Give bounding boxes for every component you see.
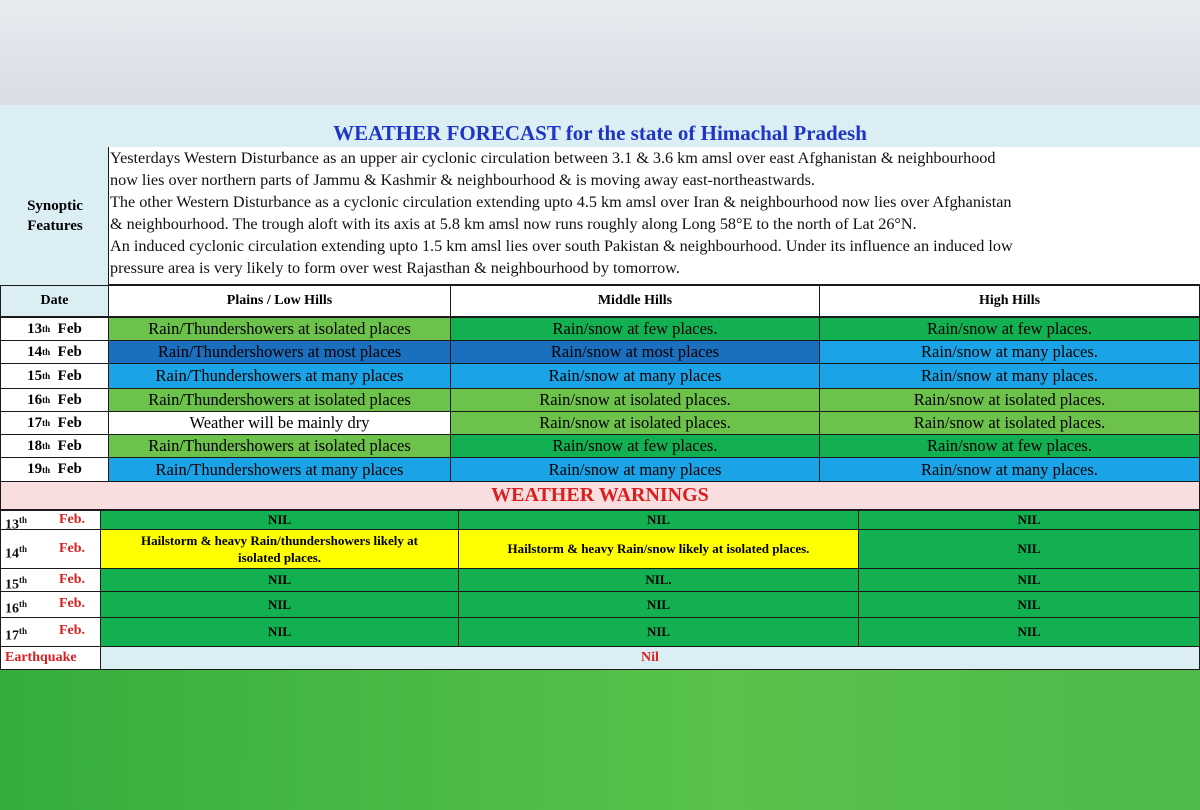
warning-date — [0, 529, 101, 569]
day: 13 — [27, 320, 43, 337]
synoptic-line: Yesterdays Western Disturbance as an upper air cyclonic circulation between 3.1 & 3.6 km amsl over east Afghanistan & neighbourhood — [110, 149, 996, 167]
synoptic-label — [0, 147, 110, 285]
warning-date — [0, 591, 101, 618]
day: 13 — [5, 517, 19, 530]
header-plains: Plains / Low Hills — [108, 285, 451, 317]
forecast-middle-cell: Rain/snow at many places — [450, 363, 820, 389]
day-suffix: th — [42, 418, 51, 428]
month: Feb — [57, 367, 82, 384]
month: Feb. — [59, 623, 86, 638]
forecast-middle-cell: Rain/snow at isolated places. — [450, 411, 820, 435]
day-suffix: th — [19, 599, 28, 609]
synoptic-line: An induced cyclonic circulation extending upto 1.5 km amsl lies over south Pakistan & neighbourhood. Under its influence an induced low — [110, 237, 1013, 255]
day: 14 — [5, 546, 19, 562]
warning-high-cell: NIL — [858, 510, 1200, 530]
warning-text-line: Hailstorm & heavy Rain/thundershowers likely at — [141, 533, 418, 548]
day: 16 — [5, 601, 19, 617]
forecast-plains-cell: Rain/Thundershowers at most places — [108, 340, 451, 364]
warning-middle-cell: NIL — [458, 591, 859, 618]
day-suffix: th — [19, 626, 28, 636]
forecast-date — [0, 411, 109, 435]
day: 15 — [5, 577, 19, 592]
day: 16 — [27, 391, 43, 408]
forecast-high-cell: Rain/snow at many places. — [819, 457, 1200, 482]
day-suffix: th — [19, 515, 28, 525]
background-top — [0, 0, 1200, 105]
earthquake-label-cell — [0, 646, 101, 670]
warning-plains-cell: NIL — [100, 591, 459, 618]
synoptic-line: The other Western Disturbance as a cyclonic circulation extending upto 4.5 km amsl over Iran & neighbourhood now lies over Afghanistan — [110, 193, 1012, 211]
day-suffix: th — [19, 575, 28, 585]
warning-middle-cell: NIL — [458, 617, 859, 647]
forecast-high-cell: Rain/snow at many places. — [819, 363, 1200, 389]
day-suffix: th — [19, 544, 28, 554]
day: 17 — [27, 414, 43, 431]
warning-plains-cell: NIL — [100, 617, 459, 647]
month: Feb. — [59, 572, 86, 587]
month: Feb. — [59, 596, 86, 611]
forecast-date — [0, 434, 109, 458]
forecast-plains-cell: Rain/Thundershowers at isolated places — [108, 388, 451, 412]
warnings-title-row — [0, 481, 1200, 510]
month: Feb — [57, 343, 82, 360]
day-suffix: th — [42, 324, 51, 334]
forecast-middle-cell: Rain/snow at isolated places. — [450, 388, 820, 412]
forecast-plains-cell: Weather will be mainly dry — [108, 411, 451, 435]
month: Feb — [57, 414, 82, 431]
month: Feb. — [59, 512, 86, 527]
forecast-date — [0, 317, 109, 341]
earthquake-label: Earthquake — [5, 650, 77, 665]
day-suffix: th — [42, 464, 51, 475]
forecast-plains-cell: Rain/Thundershowers at isolated places — [108, 317, 451, 341]
warning-high-cell: NIL — [858, 617, 1200, 647]
month: Feb — [57, 320, 82, 337]
synoptic-line: & neighbourhood. The trough aloft with its axis at 5.8 km amsl now runs roughly along Long 58°E to the north of Lat 26°N. — [110, 215, 917, 233]
warning-plains-cell: NIL — [100, 510, 459, 530]
month: Feb. — [59, 541, 86, 556]
day-suffix: th — [42, 371, 51, 381]
day-suffix: th — [42, 395, 51, 405]
synoptic-label-line1: Synoptic — [27, 198, 83, 214]
header-middle-hills: Middle Hills — [450, 285, 820, 317]
warning-middle-cell: NIL — [458, 510, 859, 530]
earthquake-value-cell — [100, 646, 1200, 670]
forecast-middle-cell: Rain/snow at most places — [450, 340, 820, 364]
forecast-middle-cell: Rain/snow at many places — [450, 457, 820, 482]
forecast-plains-cell: Rain/Thundershowers at many places — [108, 457, 451, 482]
warning-high-cell: NIL — [858, 568, 1200, 592]
forecast-date — [0, 340, 109, 364]
warning-date — [0, 510, 101, 530]
forecast-date — [0, 363, 109, 389]
forecast-middle-cell: Rain/snow at few places. — [450, 317, 820, 341]
warnings-title: WEATHER WARNINGS — [491, 484, 709, 506]
synoptic-line: now lies over northern parts of Jammu & Kashmir & neighbourhood & is moving away east-northeastwards. — [110, 171, 815, 189]
forecast-high-cell: Rain/snow at many places. — [819, 340, 1200, 364]
warning-text-line: isolated places. — [237, 550, 322, 565]
forecast-middle-cell: Rain/snow at few places. — [450, 434, 820, 458]
day: 18 — [27, 437, 43, 454]
warning-date — [0, 617, 101, 647]
header-date: Date — [0, 285, 109, 317]
warning-middle-cell: NIL. — [458, 568, 859, 592]
synoptic-line: pressure area is very likely to form over west Rajasthan & neighbourhood by tomorrow. — [110, 259, 680, 277]
forecast-plains-cell: Rain/Thundershowers at isolated places — [108, 434, 451, 458]
forecast-plains-cell: Rain/Thundershowers at many places — [108, 363, 451, 389]
month: Feb — [57, 461, 82, 477]
day: 14 — [27, 343, 43, 360]
day: 19 — [27, 461, 43, 477]
synoptic-text — [110, 147, 1200, 279]
earthquake-value: Nil — [641, 650, 659, 665]
month: Feb — [57, 391, 82, 408]
page-title: WEATHER FORECAST for the state of Himachal Pradesh — [333, 121, 867, 145]
forecast-date — [0, 388, 109, 412]
forecast-high-cell: Rain/snow at few places. — [819, 434, 1200, 458]
day-suffix: th — [42, 441, 51, 451]
warning-plains-cell: NIL — [100, 568, 459, 592]
warning-middle-cell: Hailstorm & heavy Rain/snow likely at isolated places. — [458, 529, 859, 569]
day-suffix: th — [42, 347, 51, 357]
warning-high-cell: NIL — [858, 529, 1200, 569]
synoptic-label-line2: Features — [27, 218, 83, 234]
background-bottom — [0, 670, 1200, 810]
day: 15 — [27, 367, 43, 384]
forecast-sheet — [0, 105, 1200, 670]
header-high-hills: High Hills — [819, 285, 1200, 317]
forecast-high-cell: Rain/snow at few places. — [819, 317, 1200, 341]
warning-date — [0, 568, 101, 592]
month: Feb — [57, 437, 82, 454]
day: 17 — [5, 628, 19, 644]
forecast-high-cell: Rain/snow at isolated places. — [819, 388, 1200, 412]
warning-high-cell: NIL — [858, 591, 1200, 618]
forecast-high-cell: Rain/snow at isolated places. — [819, 411, 1200, 435]
forecast-date — [0, 457, 109, 482]
warning-plains-cell — [100, 529, 459, 569]
